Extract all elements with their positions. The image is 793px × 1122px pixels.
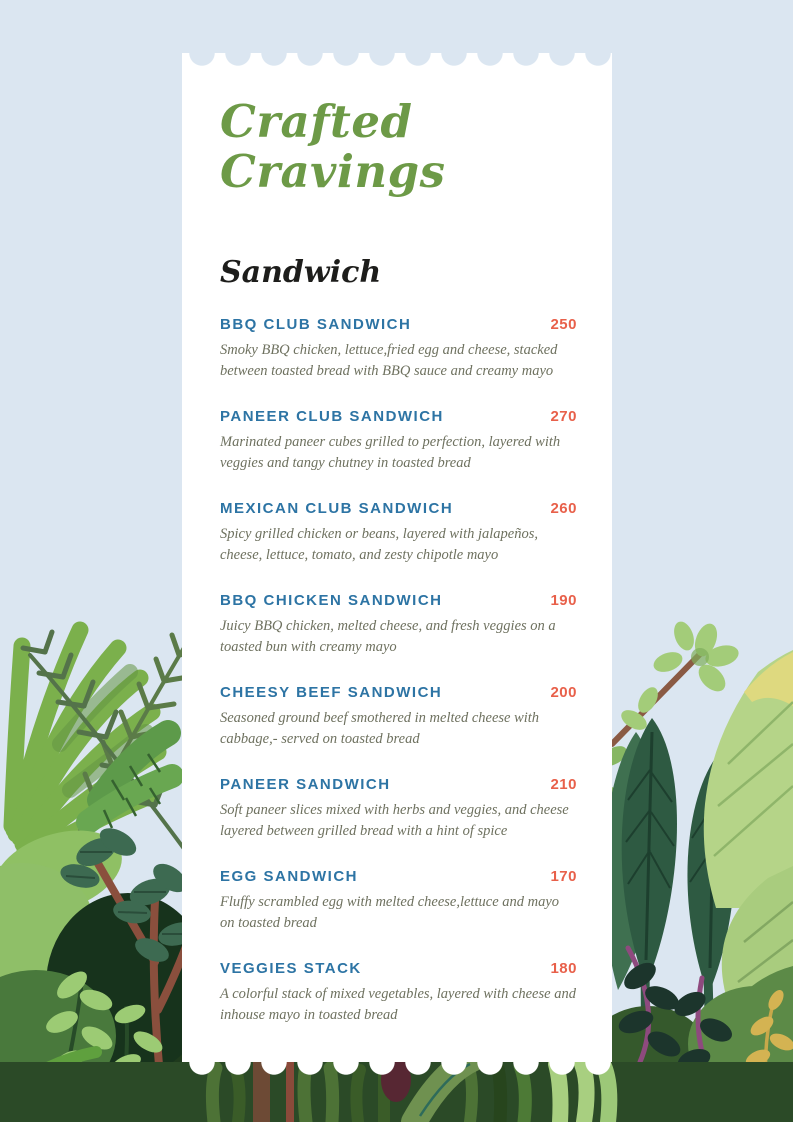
bottom-band	[0, 1058, 793, 1122]
item-name: BBQ CLUB SANDWICH	[220, 316, 412, 333]
menu-item-head	[220, 315, 577, 334]
item-name: EGG SANDWICH	[220, 868, 358, 885]
menu-title	[220, 97, 577, 197]
menu-item	[220, 867, 577, 934]
item-description: A colorful stack of mixed vegetables, layered with cheese and inhouse mayo in toasted bread	[220, 986, 576, 1023]
item-description: Soft paneer slices mixed with herbs and veggies, and cheese layered between grilled bread with a hint of spice	[220, 802, 569, 839]
item-name: CHEESY BEEF SANDWICH	[220, 684, 443, 701]
item-price: 250	[550, 316, 577, 333]
item-description: Juicy BBQ chicken, melted cheese, and fresh veggies on a toasted bun with creamy mayo	[220, 618, 556, 655]
menu-item-head	[220, 499, 577, 518]
card-scallop-top-edge	[182, 53, 612, 66]
item-name: MEXICAN CLUB SANDWICH	[220, 500, 454, 517]
menu-card	[182, 53, 612, 1062]
menu-item-head	[220, 867, 577, 886]
menu-item-head	[220, 959, 577, 978]
menu-item-head	[220, 591, 577, 610]
menu-item-head	[220, 775, 577, 794]
item-name: PANEER CLUB SANDWICH	[220, 408, 444, 425]
menu-item	[220, 407, 577, 474]
menu-item	[220, 683, 577, 750]
item-price: 260	[550, 500, 577, 517]
menu-item-head	[220, 683, 577, 702]
menu-list	[220, 315, 577, 1026]
item-name: PANEER SANDWICH	[220, 776, 391, 793]
item-description: Smoky BBQ chicken, lettuce,fried egg and cheese, stacked between toasted bread with BBQ sauce and creamy mayo	[220, 342, 558, 379]
menu-title-line1: Crafted	[220, 95, 413, 148]
item-description: Spicy grilled chicken or beans, layered with jalapeños, cheese, lettuce, tomato, and zesty chipotle mayo	[220, 526, 538, 563]
menu-item	[220, 959, 577, 1026]
item-name: VEGGIES STACK	[220, 960, 362, 977]
menu-title-line2: Cravings	[220, 145, 446, 198]
item-description: Fluffy scrambled egg with melted cheese,lettuce and mayo on toasted bread	[220, 894, 560, 931]
item-price: 190	[550, 592, 577, 609]
item-price: 270	[550, 408, 577, 425]
right-fan-leaf	[704, 650, 793, 1040]
item-description: Marinated paneer cubes grilled to perfection, layered with veggies and tangy chutney in toasted bread	[220, 434, 561, 471]
item-price: 170	[550, 868, 577, 885]
item-price: 180	[550, 960, 577, 977]
section-heading: Sandwich	[220, 255, 382, 290]
item-name: BBQ CHICKEN SANDWICH	[220, 592, 443, 609]
menu-item	[220, 315, 577, 382]
item-price: 210	[550, 776, 577, 793]
menu-item-head	[220, 407, 577, 426]
menu-item	[220, 775, 577, 842]
item-description: Seasoned ground beef smothered in melted cheese with cabbage,- served on toasted bread	[220, 710, 540, 747]
menu-item	[220, 499, 577, 566]
menu-item	[220, 591, 577, 658]
item-price: 200	[550, 684, 577, 701]
